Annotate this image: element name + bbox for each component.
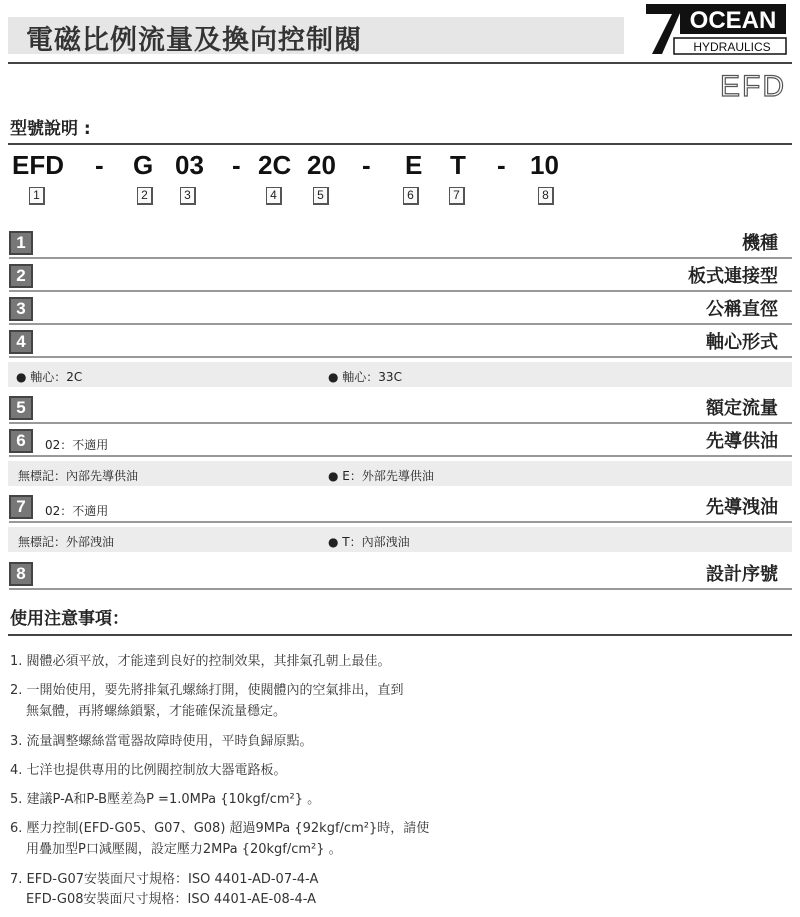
note-line: 3. 流量調整螺絲當電器故障時使用，平時負歸原點。 — [10, 734, 313, 749]
code-separator: - — [232, 150, 241, 180]
spec-row-2 — [9, 264, 792, 292]
note-line: 4. 七洋也提供專用的比例閥控制放大器電路板。 — [10, 763, 287, 778]
row-number-badge: 3 — [9, 297, 33, 321]
spec-row-7 — [9, 495, 792, 523]
divider — [8, 634, 792, 636]
code-segment: 2C — [258, 150, 292, 180]
divider — [8, 62, 792, 64]
spec-row-1 — [9, 231, 792, 259]
note-line: 5. 建議P-A和P-B壓差為P =1.0MPa {10kgf/cm²} 。 — [10, 792, 321, 807]
option-item: 無標記：內部先導供油 — [18, 469, 139, 483]
code-index-box: 6 — [403, 187, 419, 205]
code-separator: - — [95, 150, 104, 180]
code-index-box: 4 — [266, 187, 282, 205]
logo-subtext: HYDRAULICS — [693, 40, 771, 54]
code-segment: 20 — [307, 150, 336, 180]
ocean-hydraulics-logo — [644, 2, 788, 57]
note-line: 6. 壓力控制(EFD-G05、G07、G08) 超過9MPa {92kgf/cm²}時，請使 — [10, 821, 430, 836]
note-line: EFD-G08安裝面尺寸規格：ISO 4401-AE-08-4-A — [26, 892, 317, 907]
model-heading: 型號說明 : — [10, 119, 91, 139]
code-segment: T — [450, 150, 466, 180]
code-segment: 03 — [175, 150, 204, 180]
spec-row-6 — [9, 429, 792, 457]
code-index-box: 7 — [449, 187, 465, 205]
spool-options — [8, 362, 792, 387]
spec-row-8 — [9, 562, 792, 590]
row-note: 02：不適用 — [45, 438, 109, 452]
spec-row-4 — [9, 330, 792, 358]
option-item: ● T：內部洩油 — [328, 535, 410, 549]
row-number-badge: 6 — [9, 429, 33, 453]
code-segment: 10 — [530, 150, 559, 180]
code-segment: EFD — [12, 150, 64, 180]
series-label: EFD — [720, 70, 786, 103]
row-label: 先導洩油 — [706, 497, 778, 518]
row-label: 額定流量 — [706, 398, 778, 419]
code-segment: E — [405, 150, 423, 180]
row-label: 先導供油 — [706, 431, 778, 452]
divider — [8, 143, 792, 145]
option-item: ● 軸心：2C — [16, 370, 83, 384]
note-line: 1. 閥體必須平放，才能達到良好的控制效果，其排氣孔朝上最佳。 — [10, 654, 391, 669]
row-label: 機種 — [742, 233, 778, 254]
notes-heading: 使用注意事項： — [10, 609, 129, 629]
option-item: 無標記：外部洩油 — [18, 535, 115, 549]
note-line: 7. EFD-G07安裝面尺寸規格：ISO 4401-AD-07-4-A — [10, 872, 319, 887]
row-label: 板式連接型 — [688, 266, 778, 287]
page-title: 電磁比例流量及換向控制閥 — [26, 25, 362, 56]
code-separator: - — [362, 150, 371, 180]
code-segment: G — [133, 150, 154, 180]
row-number-badge: 5 — [9, 396, 33, 420]
code-index-box: 3 — [180, 187, 196, 205]
row-number-badge: 7 — [9, 495, 33, 519]
pilot-supply-options — [8, 461, 792, 486]
row-label: 公稱直徑 — [706, 299, 778, 320]
spec-row-5 — [9, 396, 792, 424]
option-item: ● 軸心：33C — [328, 370, 402, 384]
code-index-box: 2 — [137, 187, 153, 205]
note-line: 無氣體，再將螺絲鎖緊，才能確保流量穩定。 — [26, 704, 287, 719]
note-line: 2. 一開始使用，要先將排氣孔螺絲打開，使閥體內的空氣排出，直到 — [10, 683, 404, 698]
row-number-badge: 1 — [9, 231, 33, 255]
code-index-box: 8 — [538, 187, 554, 205]
row-label: 軸心形式 — [706, 332, 778, 353]
spec-row-3 — [9, 297, 792, 325]
logo-text: OCEAN — [689, 7, 777, 34]
pilot-drain-options — [8, 527, 792, 552]
note-line: 用疊加型P口減壓閥，設定壓力2MPa {20kgf/cm²} 。 — [26, 842, 342, 857]
row-number-badge: 2 — [9, 264, 33, 288]
code-separator: - — [497, 150, 506, 180]
code-index-box: 5 — [313, 187, 329, 205]
option-item: ● E：外部先導供油 — [328, 469, 434, 483]
code-index-box: 1 — [29, 187, 45, 205]
row-number-badge: 8 — [9, 562, 33, 586]
row-label: 設計序號 — [706, 564, 778, 585]
row-number-badge: 4 — [9, 330, 33, 354]
row-note: 02：不適用 — [45, 504, 109, 518]
